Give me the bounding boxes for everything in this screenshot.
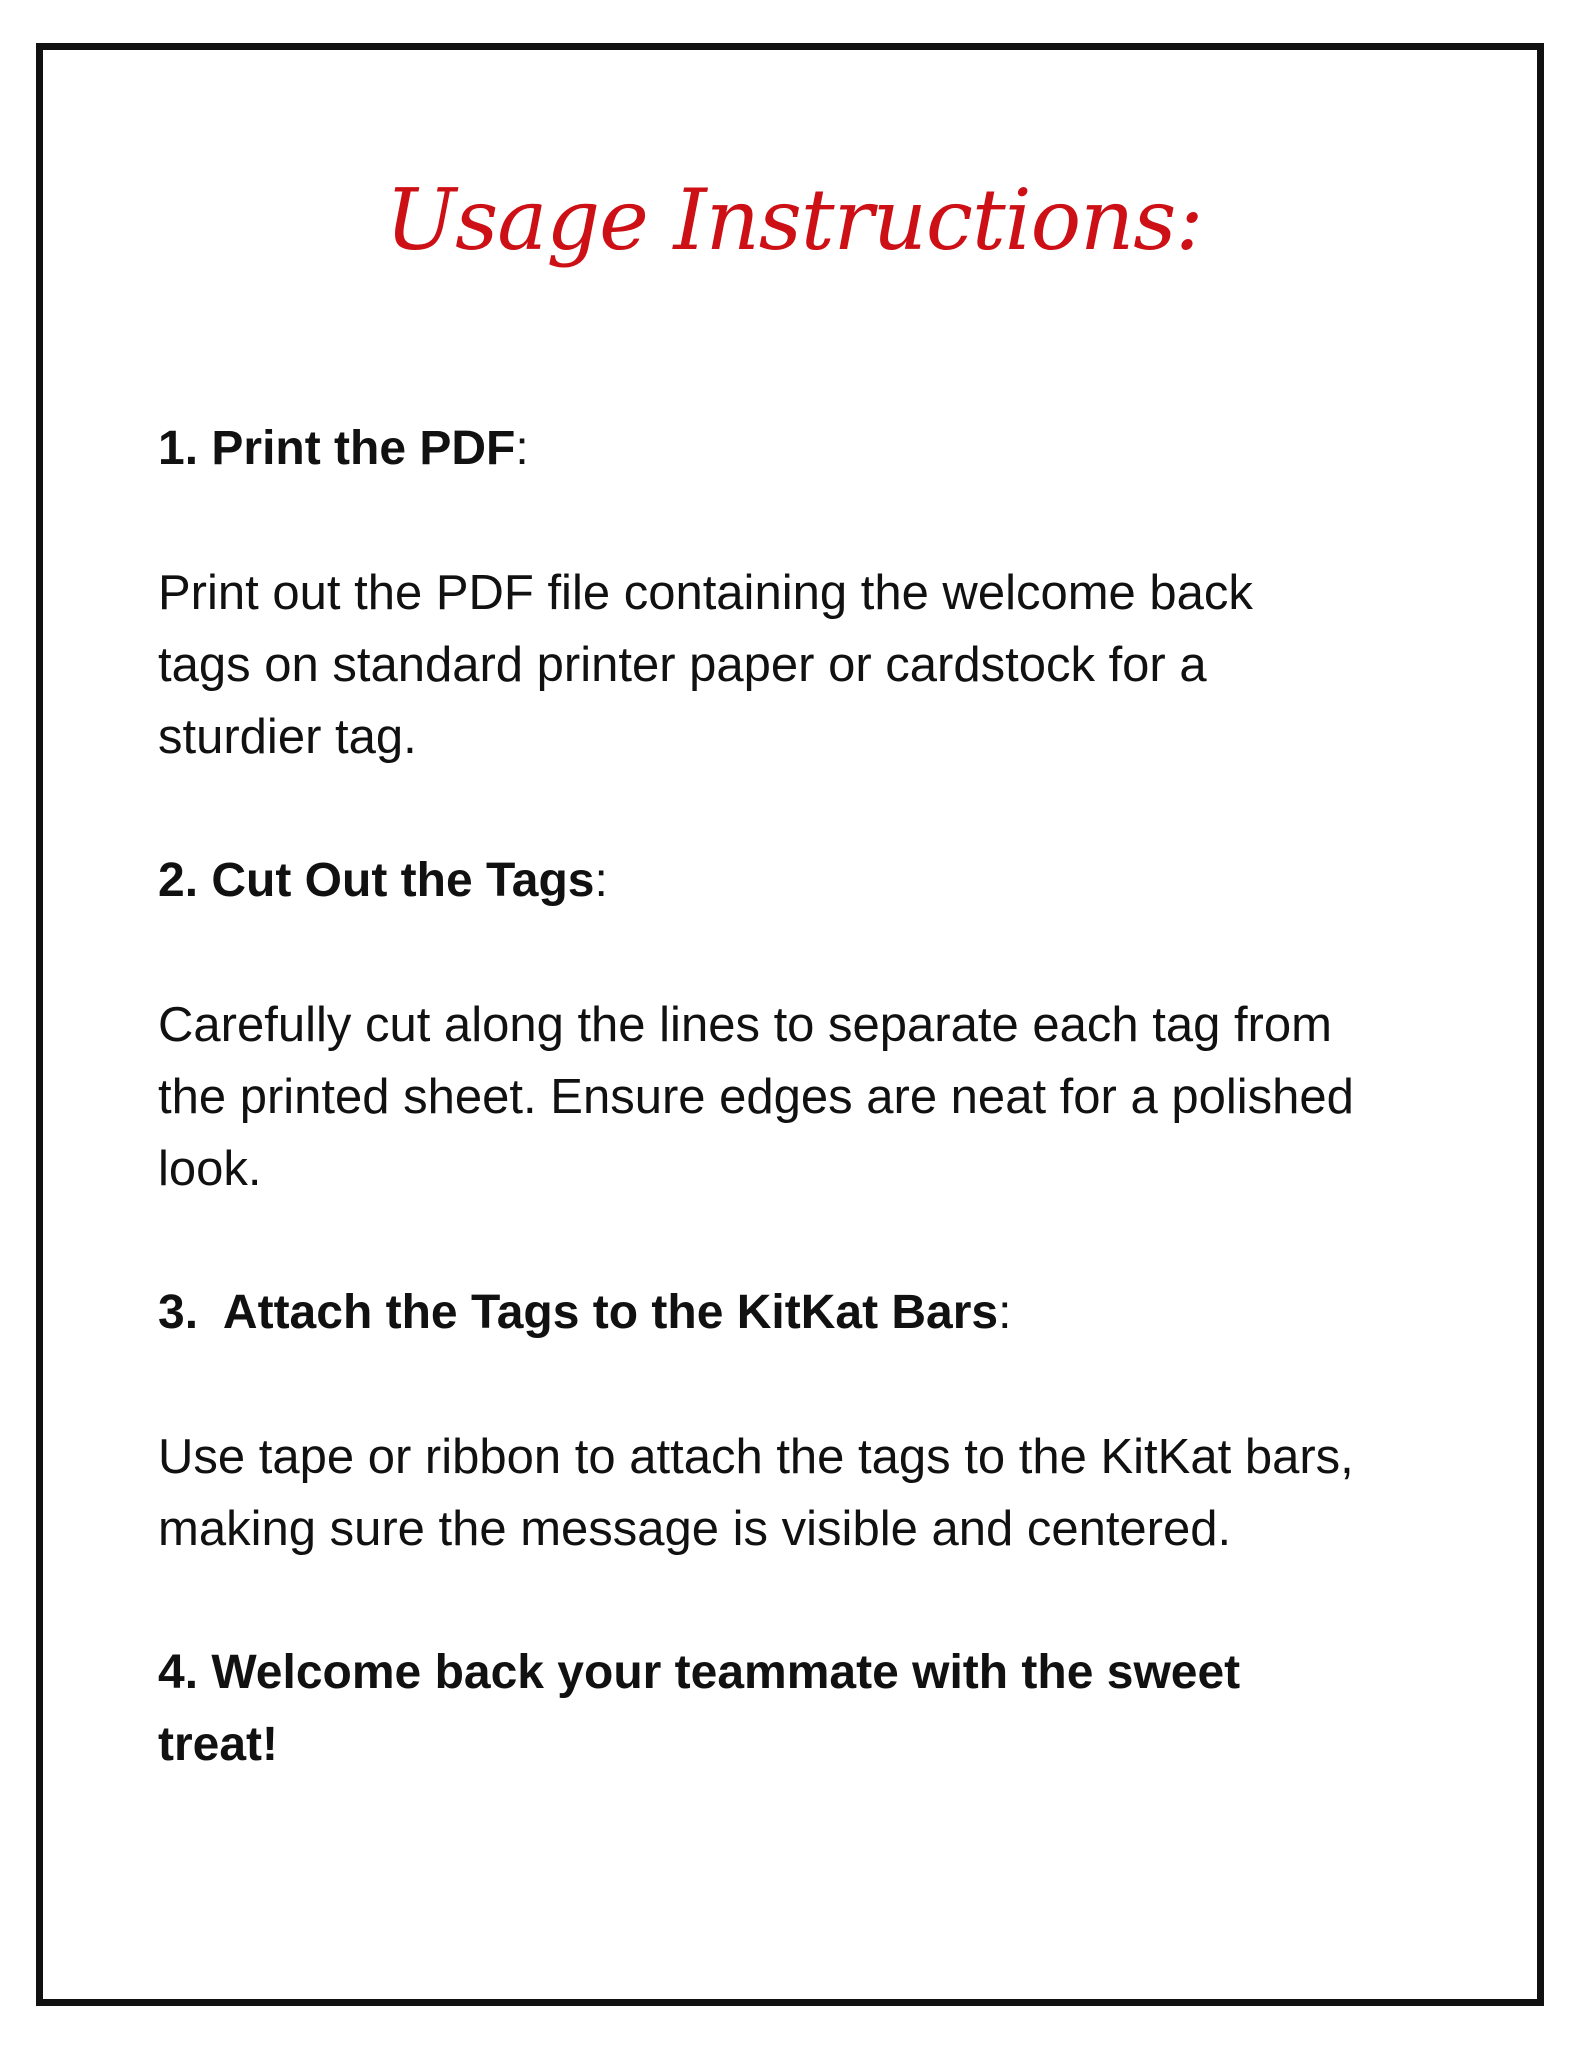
step-1-body: Print out the PDF file containing the welcome back tags on standard printer paper or cardstock for a sturdier tag. (158, 566, 1253, 764)
step-1-heading-text: 1. Print the PDF (158, 422, 516, 475)
step-1-heading-colon: : (515, 422, 529, 475)
step-3-body: Use tape or ribbon to attach the tags to the KitKat bars, making sure the message is visible and centered. (158, 1430, 1354, 1556)
step-3-heading (158, 1277, 1398, 1349)
step-4-text: 4. Welcome back your teammate with the sweet treat! (158, 1646, 1241, 1771)
step-2-heading (158, 845, 1398, 917)
step-2-body: Carefully cut along the lines to separate each tag from the printed sheet. Ensure edges are neat for a polished look. (158, 998, 1354, 1196)
step-3-heading-colon: : (998, 1286, 1012, 1339)
page-title: Usage Instructions: (385, 171, 1203, 269)
step-2-heading-text: 2. Cut Out the Tags (158, 854, 595, 907)
step-2-heading-colon: : (594, 854, 608, 907)
instructions-list (158, 413, 1398, 1781)
step-1-heading (158, 413, 1398, 485)
step-3-heading-text: 3. Attach the Tags to the KitKat Bars (158, 1286, 999, 1339)
